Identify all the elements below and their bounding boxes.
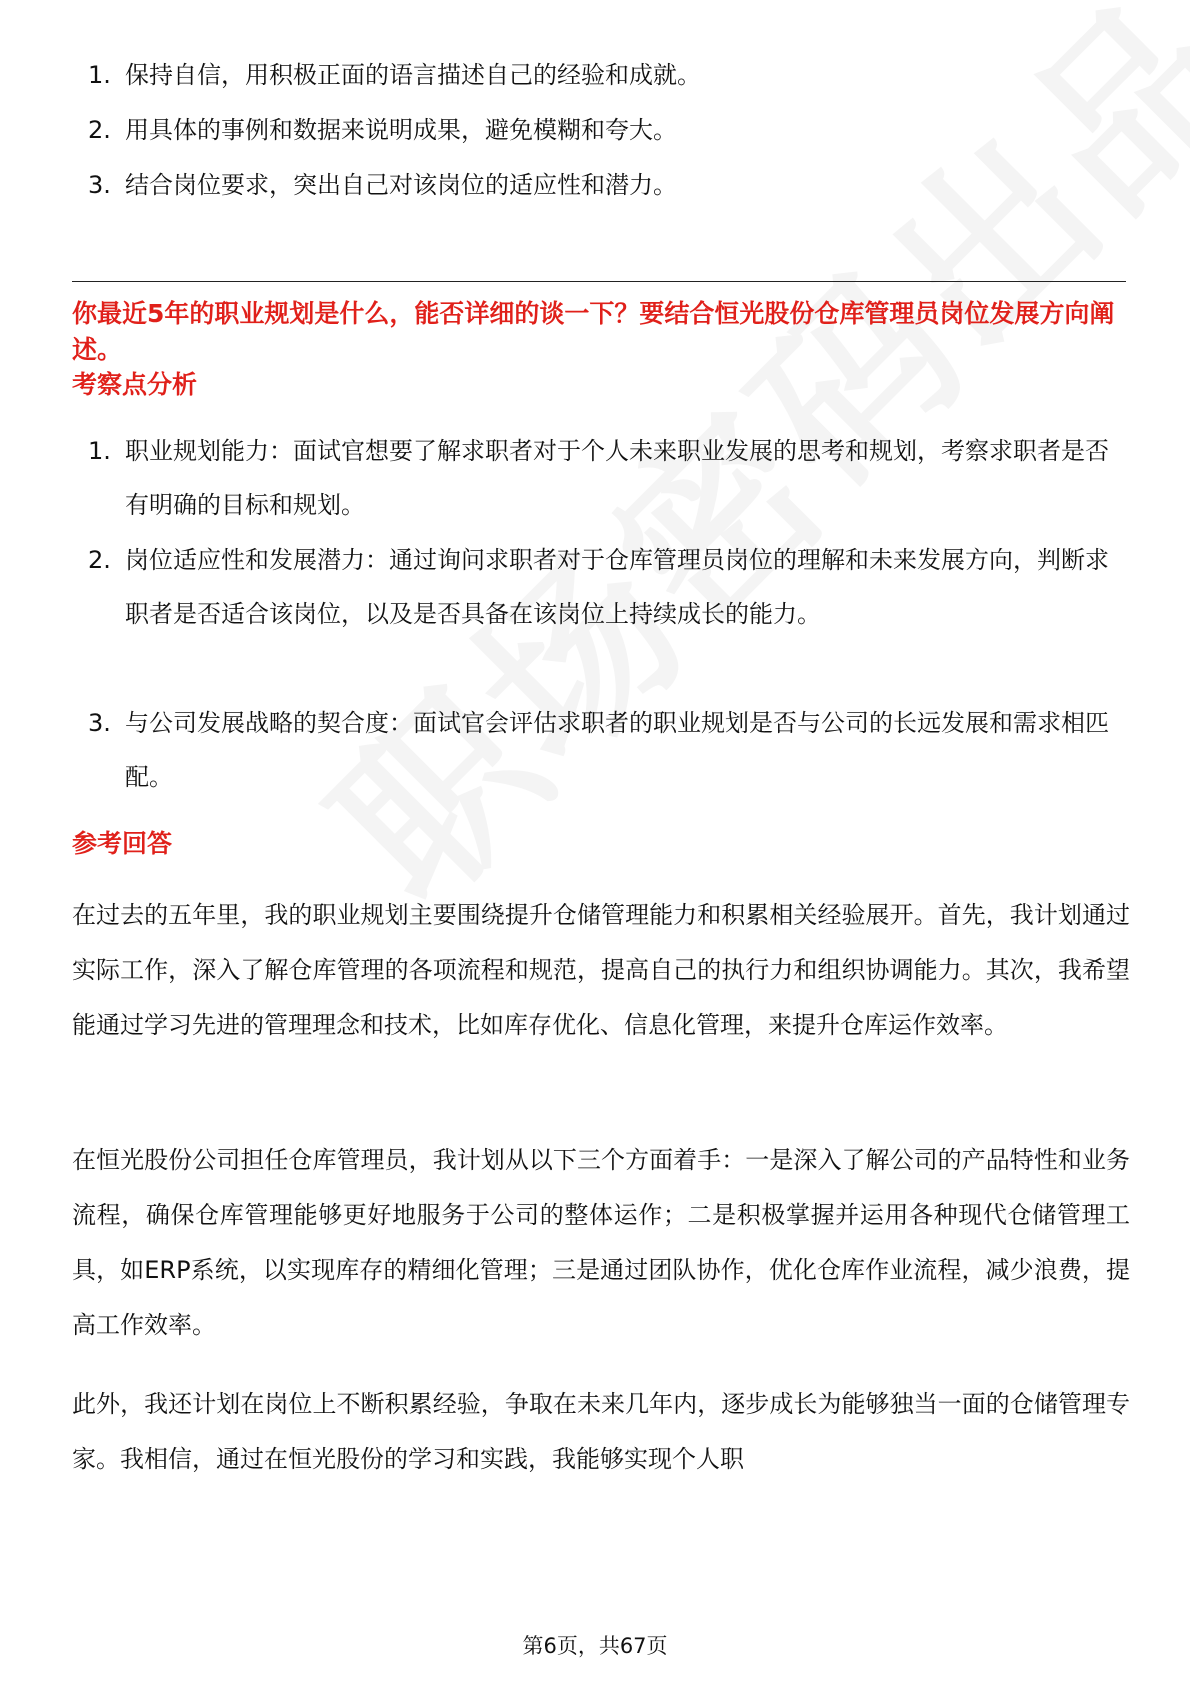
section-divider — [72, 281, 1126, 282]
list-text: 与公司发展战略的契合度：面试官会评估求职者的职业规划是否与公司的长远发展和需求相匹配。 — [125, 709, 1109, 791]
list-text: 岗位适应性和发展潜力：通过询问求职者对于仓库管理员岗位的理解和未来发展方向，判断求职者是否适合该岗位，以及是否具备在该岗位上持续成长的能力。 — [125, 546, 1109, 628]
list-text: 职业规划能力：面试官想要了解求职者对于个人未来职业发展的思考和规划，考察求职者是否有明确的目标和规划。 — [125, 437, 1109, 519]
list-number: 3. — [88, 709, 111, 737]
list-text: 用具体的事例和数据来说明成果，避免模糊和夸大。 — [125, 116, 677, 144]
interview-question: 你最近5年的职业规划是什么，能否详细的谈一下？要结合恒光股份仓库管理员岗位发展方向阐述。 — [72, 299, 1115, 364]
list-number: 3. — [88, 171, 111, 199]
answer-paragraph: 在恒光股份公司担任仓库管理员，我计划从以下三个方面着手：一是深入了解公司的产品特性和业务流程，确保仓库管理能够更好地服务于公司的整体运作；二是积极掌握并运用各种现代仓储管理工具，如ERP系统，以实现库存的精细化管理；三是通过团队协作，优化仓库作业流程，减少浪费，提高工作效率。 — [72, 1146, 1130, 1339]
page-number: 第6页，共67页 — [522, 1634, 668, 1658]
answer-paragraph: 此外，我还计划在岗位上不断积累经验，争取在未来几年内，逐步成长为能够独当一面的仓储管理专家。我相信，通过在恒光股份的学习和实践，我能够实现个人职 — [72, 1390, 1130, 1473]
list-text: 结合岗位要求，突出自己对该岗位的适应性和潜力。 — [125, 171, 677, 199]
list-number: 1. — [88, 437, 111, 465]
list-number: 2. — [88, 546, 111, 574]
list-number: 1. — [88, 61, 111, 89]
analysis-heading: 考察点分析 — [72, 370, 198, 399]
list-number: 2. — [88, 116, 111, 144]
answer-paragraph: 在过去的五年里，我的职业规划主要围绕提升仓储管理能力和积累相关经验展开。首先，我计划通过实际工作，深入了解仓库管理的各项流程和规范，提高自己的执行力和组织协调能力。其次，我希望能通过学习先进的管理理念和技术，比如库存优化、信息化管理，来提升仓库运作效率。 — [72, 901, 1130, 1039]
answer-heading: 参考回答 — [72, 829, 173, 858]
list-text: 保持自信，用积极正面的语言描述自己的经验和成就。 — [125, 61, 701, 89]
